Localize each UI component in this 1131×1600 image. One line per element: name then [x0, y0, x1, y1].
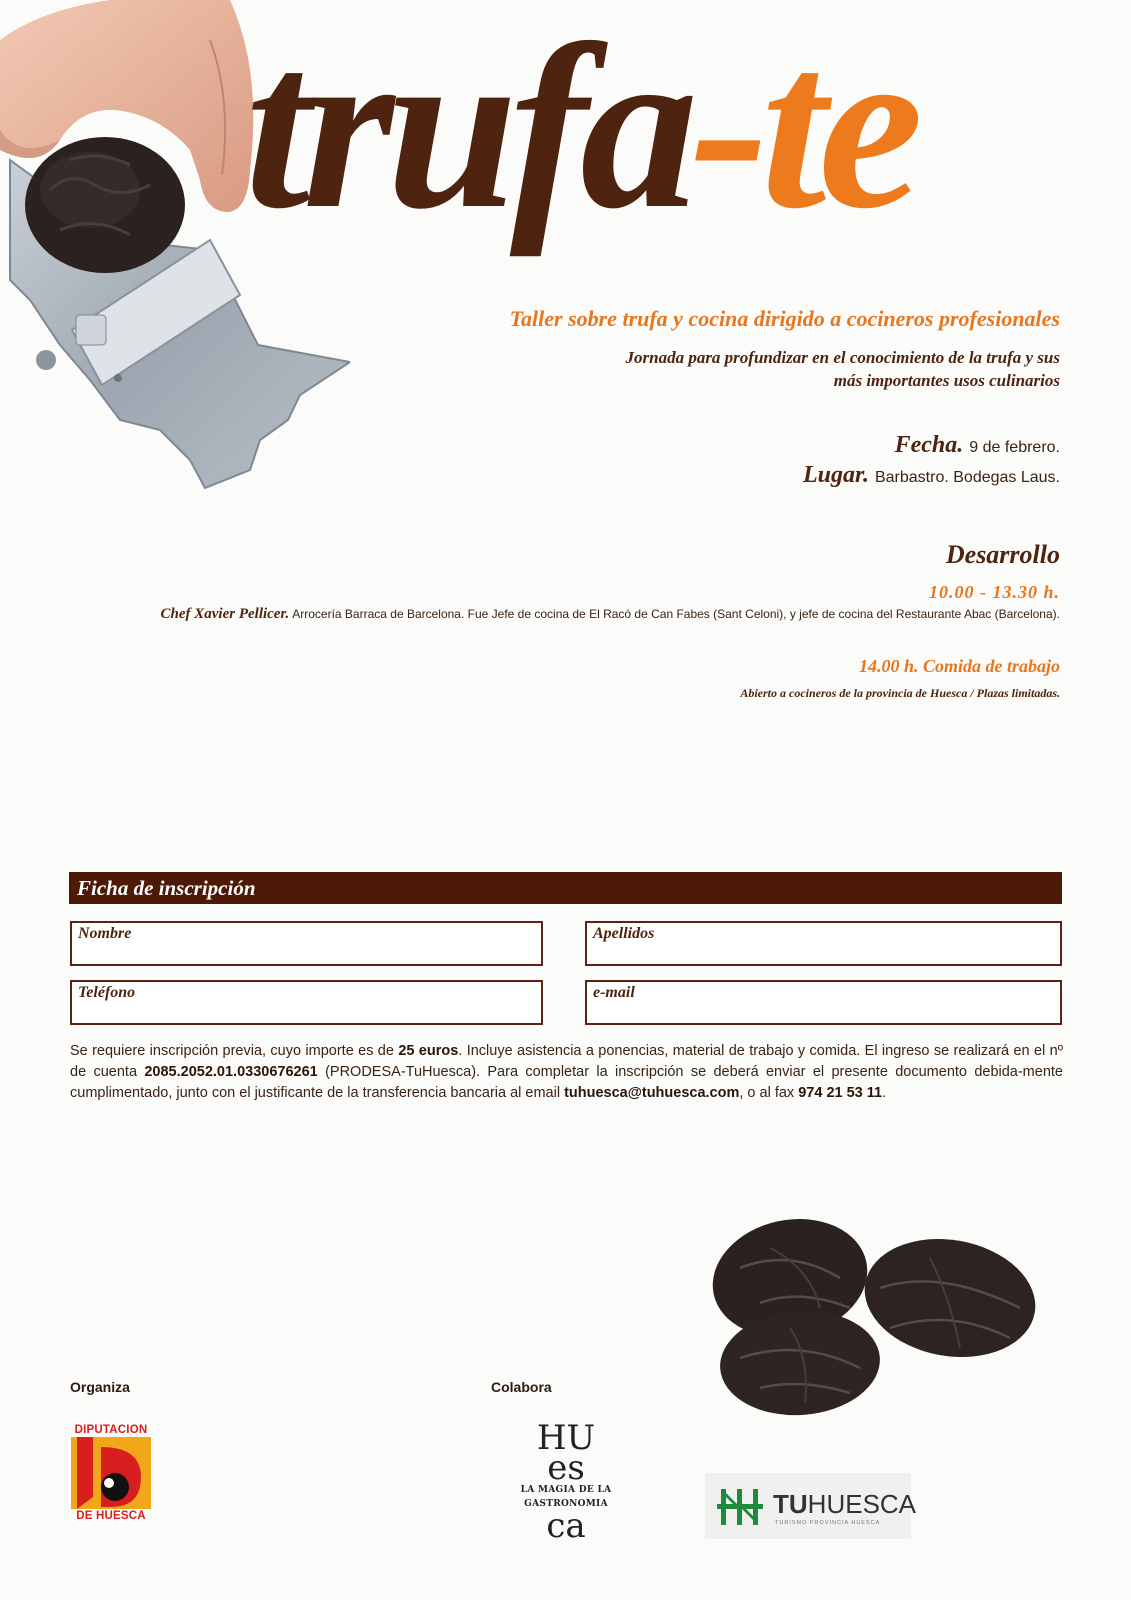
subtitle: Taller sobre trufa y cocina dirigido a cocineros profesionales	[509, 306, 1060, 331]
title-part-trufa: trufa	[245, 0, 691, 258]
email-field[interactable]	[585, 980, 1062, 1025]
huesca-gastronomia-logo	[491, 1418, 641, 1546]
telefono-field[interactable]	[70, 980, 543, 1025]
notes-text-4: , o al fax	[739, 1085, 799, 1101]
description	[500, 346, 1060, 392]
tuhuesca-name	[773, 1489, 916, 1520]
tuhuesca-name-rest: HUESCA	[807, 1489, 917, 1519]
nombre-input[interactable]	[78, 945, 535, 961]
description-line-2: más importantes usos culinarios	[833, 371, 1060, 390]
telefono-input[interactable]	[78, 1004, 535, 1020]
registration-notes	[70, 1041, 1063, 1104]
audience-note: Abierto a cocineros de la provincia de Huesca / Plazas limitadas.	[740, 686, 1060, 700]
session-2: 14.00 h. Comida de trabajo	[858, 656, 1060, 676]
form-heading: Ficha de inscripción	[69, 872, 1062, 904]
session-1-time: 10.00 - 13.30 h.	[928, 582, 1060, 602]
program-heading: Desarrollo	[945, 540, 1060, 569]
nombre-label: Nombre	[78, 925, 132, 942]
bank-account: 2085.2052.01.0330676261	[144, 1064, 318, 1080]
notes-text-3: (PRODESA-TuHuesca). Para completar la inscripción se deberá enviar el presente documento debida-mente cumplimentado, junto con el justificante de la transferencia bancaria al email	[70, 1064, 1063, 1101]
huesca-logo-line-3: ca	[546, 1506, 586, 1546]
email-label: e-mail	[593, 984, 635, 1001]
huesca-logo-motto: LA MAGIA DE LA GASTRONOMIA	[520, 1485, 612, 1509]
diputacion-logo	[69, 1424, 153, 1532]
event-place	[803, 462, 1060, 489]
colabora-label: Colabora	[491, 1379, 552, 1395]
chef-name: Chef Xavier Pellicer.	[160, 606, 290, 622]
poster-title	[245, 0, 916, 258]
description-line-1: Jornada para profundizar en el conocimiento de la trufa y sus	[625, 348, 1060, 367]
telefono-label: Teléfono	[78, 984, 136, 1001]
huesca-logo-line-2: es	[547, 1448, 585, 1488]
contact-email: tuhuesca@tuhuesca.com	[564, 1085, 740, 1101]
fax-number: 974 21 53 11	[798, 1085, 883, 1101]
apellidos-input[interactable]	[593, 945, 1054, 961]
apellidos-label: Apellidos	[593, 925, 655, 942]
notes-text-5: .	[882, 1085, 887, 1101]
nombre-field[interactable]	[70, 921, 543, 966]
date-value: 9 de febrero.	[969, 439, 1060, 456]
place-value: Barbastro. Bodegas Laus.	[874, 469, 1060, 486]
email-input[interactable]	[593, 1004, 1054, 1020]
title-part-te: -te	[690, 0, 916, 258]
date-label: Fecha.	[894, 432, 964, 458]
truffle-slices-image	[700, 1208, 1050, 1428]
tuhuesca-name-bold: TU	[773, 1489, 808, 1519]
apellidos-field[interactable]	[585, 921, 1062, 966]
diputacion-emblem-icon	[71, 1437, 151, 1509]
event-date	[895, 432, 1060, 459]
chef-bio: Arrocería Barraca de Barcelona. Fue Jefe de cocina de El Racó de Can Fabes (Sant Celoni), y jefe de cocina del Restaurante Abac (Barcelona).	[292, 607, 1060, 621]
chef-line	[161, 606, 1061, 623]
diputacion-top-text: DIPUTACION	[74, 1424, 148, 1436]
organiza-label: Organiza	[70, 1379, 130, 1395]
tuhuesca-logo	[705, 1473, 917, 1539]
tuhuesca-emblem-icon	[717, 1487, 765, 1527]
diputacion-bottom-text: DE HUESCA	[76, 1510, 146, 1522]
huesca-logo-line-1: HU	[536, 1418, 596, 1458]
place-label: Lugar.	[802, 462, 869, 488]
tuhuesca-tagline: TURISMO PROVINCIA HUESCA	[775, 1520, 881, 1526]
notes-text-1: Se requiere inscripción previa, cuyo importe es de	[70, 1043, 399, 1059]
notes-text-2: . Incluye asistencia a ponencias, material de trabajo y comida. El ingreso se realizará en el nº de cuenta	[70, 1043, 1063, 1080]
price: 25 euros	[398, 1043, 459, 1059]
